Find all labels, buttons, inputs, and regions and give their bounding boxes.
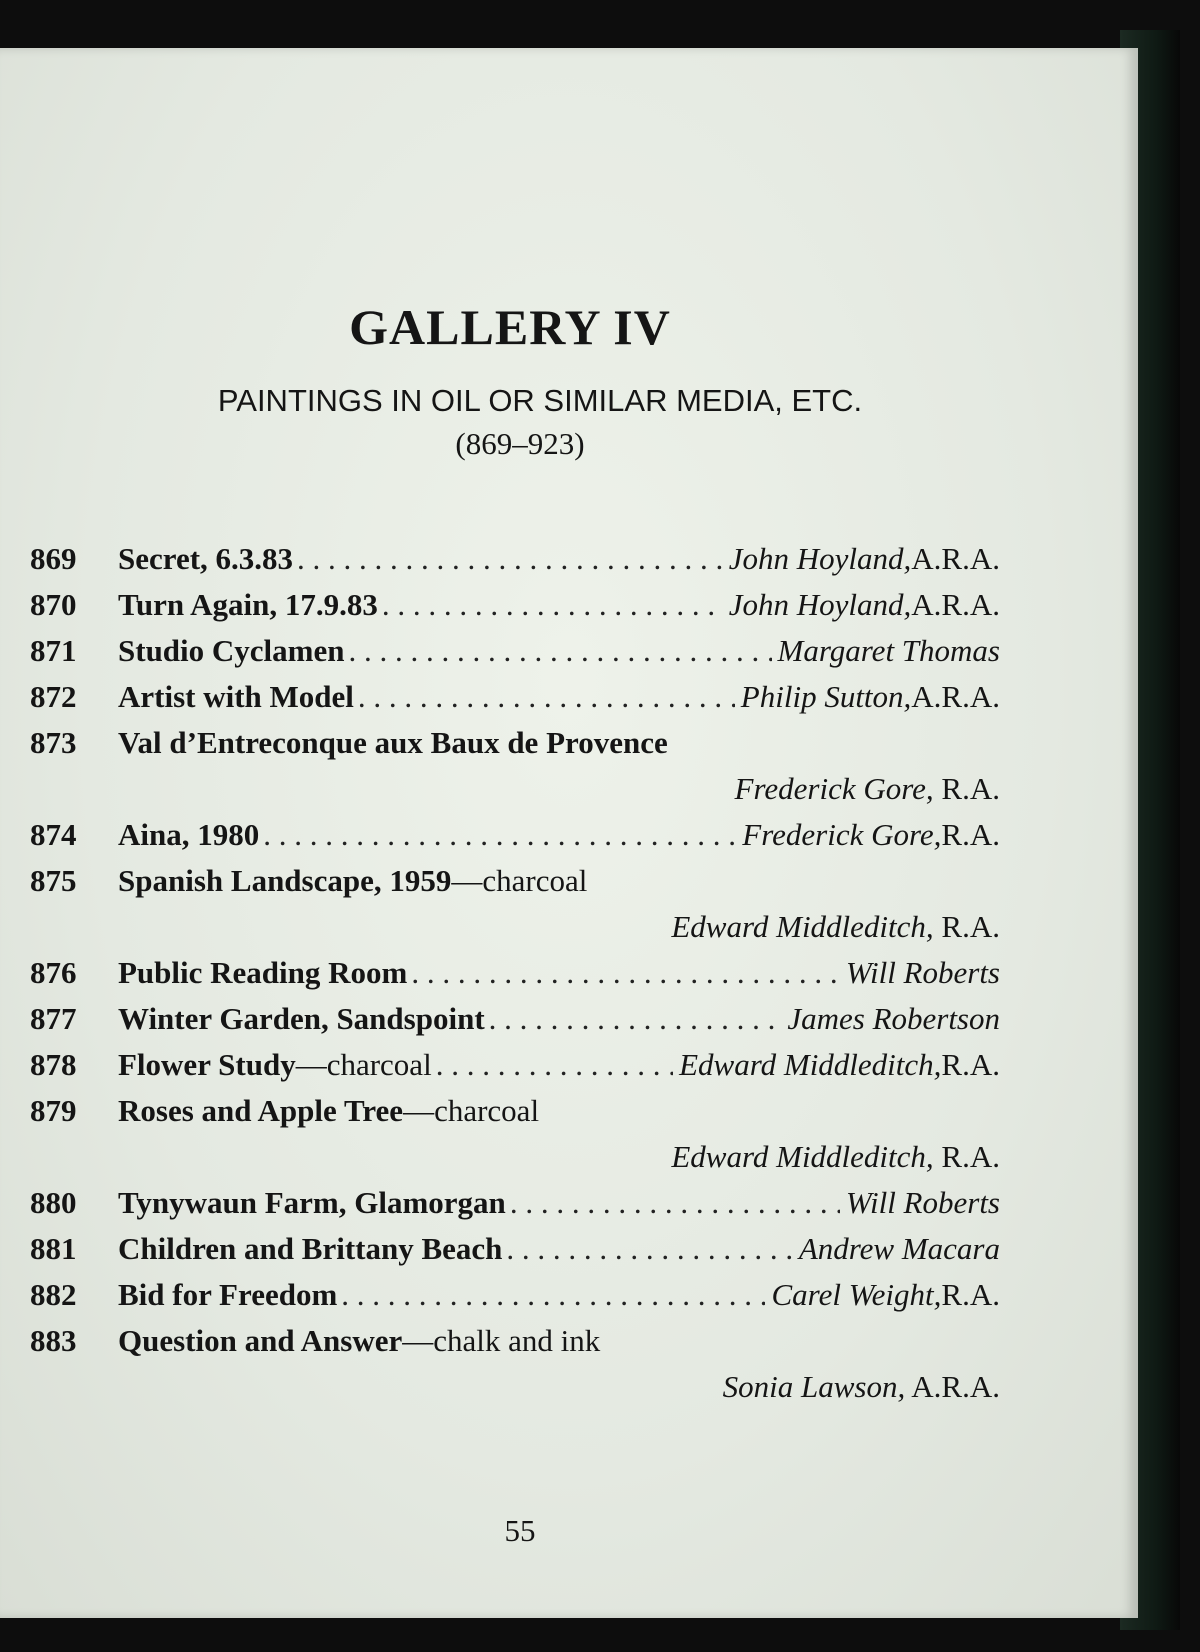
catalogue-entry (30, 720, 1000, 766)
catalogue-page (0, 48, 1138, 1618)
leader-dots (341, 1272, 765, 1318)
entry-artist-line (30, 904, 1000, 950)
leader-dots (436, 1042, 673, 1088)
catalogue-entry (30, 582, 1000, 628)
catalogue-entry (30, 996, 1000, 1042)
leader-dots (382, 582, 723, 628)
entry-number: 875 (30, 863, 77, 898)
entry-number: 881 (30, 1231, 77, 1266)
entry-title: Aina, 1980 (118, 817, 260, 852)
leader-dots (506, 1226, 792, 1272)
entry-artist: Frederick Gore, (734, 771, 934, 806)
entry-artist: John Hoyland, (728, 587, 912, 622)
entry-title: Roses and Apple Tree (118, 1093, 404, 1128)
entry-honours: A.R.A. (905, 1369, 1000, 1404)
entry-artist: Frederick Gore, (742, 817, 942, 852)
entry-number: 880 (30, 1185, 77, 1220)
leader-dots (489, 996, 782, 1042)
entry-artist: Will Roberts (845, 1185, 1000, 1220)
entry-honours: R.A. (941, 817, 1000, 852)
entry-artist: Will Roberts (845, 955, 1000, 990)
catalogue-entry (30, 950, 1000, 996)
entry-artist-line (30, 1364, 1000, 1410)
entry-medium: —charcoal (295, 1047, 432, 1082)
entry-artist: Edward Middleditch, (671, 1139, 934, 1174)
entry-honours: R.A. (933, 771, 1000, 806)
page-number: 55 (504, 1513, 536, 1548)
entry-title: Winter Garden, Sandspoint (118, 1001, 485, 1036)
entry-number: 879 (30, 1093, 77, 1128)
entry-artist: Edward Middleditch, (671, 909, 934, 944)
catalogue-entry (30, 1088, 1000, 1134)
leader-dots (411, 950, 840, 996)
entry-number: 877 (30, 1001, 77, 1036)
entry-medium: —charcoal (451, 863, 588, 898)
entry-artist: Andrew Macara (798, 1231, 1000, 1266)
entry-artist: Edward Middleditch, (679, 1047, 942, 1082)
entry-number: 872 (30, 679, 77, 714)
entry-number: 871 (30, 633, 77, 668)
entry-title: Question and Answer (118, 1323, 403, 1358)
leader-dots (358, 674, 735, 720)
entry-title: Bid for Freedom (118, 1277, 338, 1312)
entry-artist: John Hoyland, (728, 541, 912, 576)
entry-artist: Philip Sutton, (740, 679, 912, 714)
entry-artist-line (30, 1134, 1000, 1180)
section-subtitle: PAINTINGS IN OIL OR SIMILAR MEDIA, ETC. (217, 383, 863, 418)
catalogue-range: (869–923) (455, 426, 585, 461)
entry-honours: R.A. (933, 1139, 1000, 1174)
entry-title: Secret, 6.3.83 (118, 541, 294, 576)
leader-dots (263, 812, 736, 858)
entry-honours: R.A. (941, 1277, 1000, 1312)
entry-honours: A.R.A. (911, 587, 1000, 622)
entry-number: 876 (30, 955, 77, 990)
entry-number: 882 (30, 1277, 77, 1312)
catalogue-entry (30, 1318, 1000, 1364)
leader-dots (510, 1180, 840, 1226)
catalogue-entry (30, 858, 1000, 904)
catalogue-entry (30, 1226, 1000, 1272)
entry-honours: A.R.A. (911, 679, 1000, 714)
catalogue-entry (30, 628, 1000, 674)
entry-title: Children and Brittany Beach (118, 1231, 503, 1266)
entry-medium: —charcoal (403, 1093, 540, 1128)
entry-number: 873 (30, 725, 77, 760)
catalogue-entry (30, 1272, 1000, 1318)
entry-number: 883 (30, 1323, 77, 1358)
entry-title: Public Reading Room (118, 955, 408, 990)
leader-dots (297, 536, 723, 582)
entry-number: 870 (30, 587, 77, 622)
entry-number: 869 (30, 541, 77, 576)
entry-title: Artist with Model (118, 679, 354, 714)
entry-title: Flower Study (118, 1047, 296, 1082)
entry-title: Studio Cyclamen (118, 633, 345, 668)
entry-honours: R.A. (941, 1047, 1000, 1082)
catalogue-entry (30, 1180, 1000, 1226)
catalogue-entry (30, 674, 1000, 720)
entry-number: 874 (30, 817, 77, 852)
entry-artist: Margaret Thomas (777, 633, 1000, 668)
leader-dots (349, 628, 772, 674)
entry-artist-line (30, 766, 1000, 812)
gallery-title: GALLERY IV (349, 299, 671, 355)
entry-medium: —chalk and ink (402, 1323, 601, 1358)
entry-honours: A.R.A. (911, 541, 1000, 576)
catalogue-entry (30, 536, 1000, 582)
entry-title: Turn Again, 17.9.83 (118, 587, 378, 622)
entry-artist: James Robertson (787, 1001, 1000, 1036)
entry-number: 878 (30, 1047, 77, 1082)
entry-title: Tynywaun Farm, Glamorgan (118, 1185, 506, 1220)
entry-title: Spanish Landscape, 1959 (118, 863, 452, 898)
entry-honours: R.A. (933, 909, 1000, 944)
entry-artist: Carel Weight, (771, 1277, 942, 1312)
entry-title: Val d’Entreconque aux Baux de Provence (118, 725, 668, 760)
catalogue-entry (30, 812, 1000, 858)
catalogue-entry (30, 1042, 1000, 1088)
entry-artist: Sonia Lawson, (722, 1369, 906, 1404)
